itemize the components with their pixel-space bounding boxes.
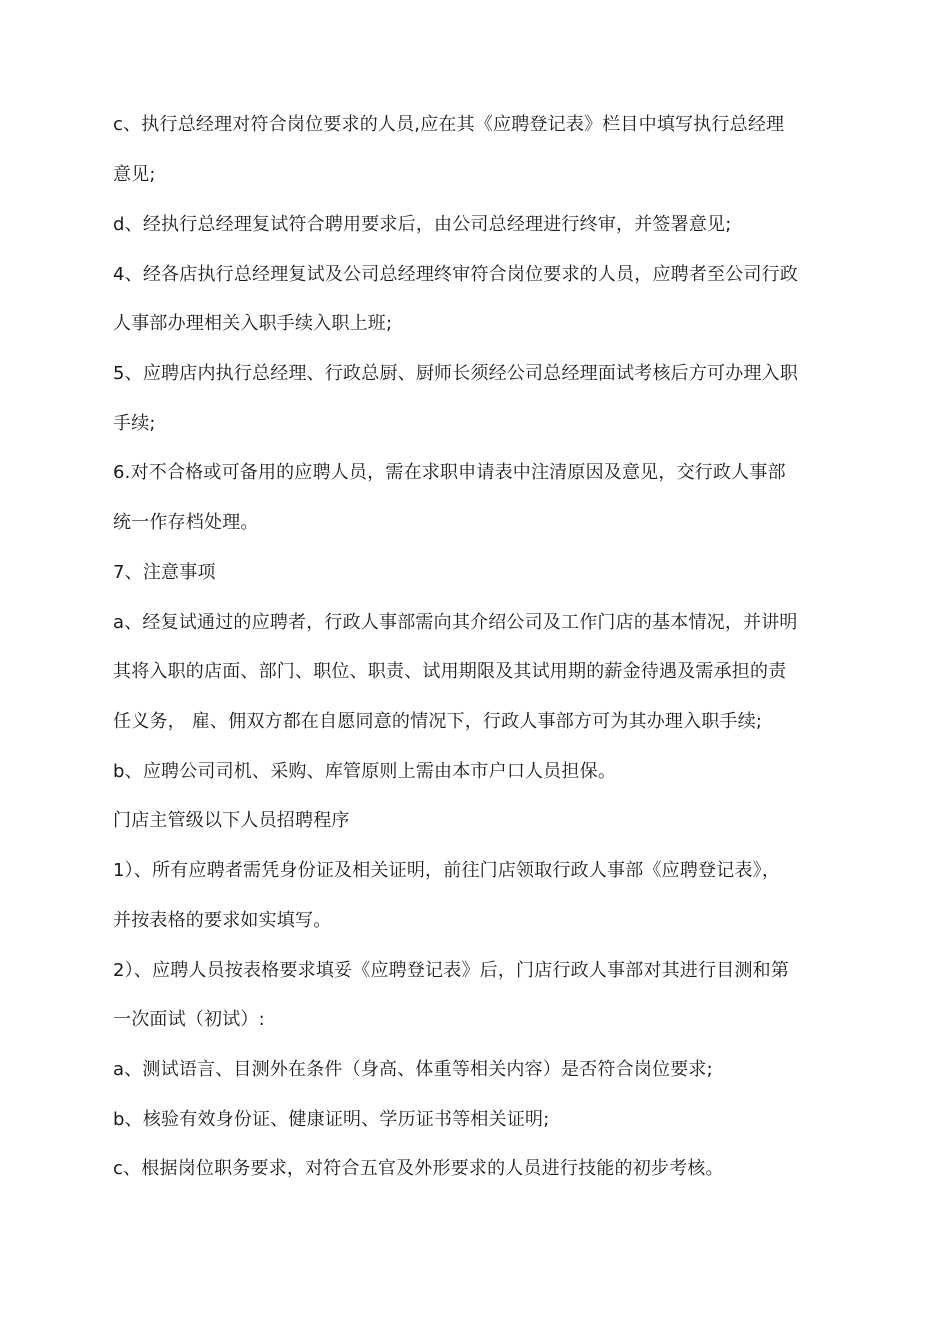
section-heading: 7、注意事项 — [113, 562, 216, 583]
text-line: 任义务， 雇、佣双方都在自愿同意的情况下，行政人事部方可为其办理入职手续; — [113, 711, 763, 732]
text-line: b、核验有效身份证、健康证明、学历证书等相关证明; — [113, 1109, 550, 1130]
text-line: d、经执行总经理复试符合聘用要求后，由公司总经理进行终审，并签署意见; — [113, 214, 732, 235]
text-line: 其将入职的店面、部门、职位、职责、试用期限及其试用期的薪金待遇及需承担的责 — [113, 661, 787, 682]
text-line: 手续; — [113, 413, 156, 434]
text-line: 1）、所有应聘者需凭身份证及相关证明，前往门店领取行政人事部《应聘登记表》， — [113, 860, 781, 881]
text-line: 意见; — [113, 164, 156, 185]
text-line: 6.对不合格或可备用的应聘人员，需在求职申请表中注清原因及意见，交行政人事部 — [113, 462, 786, 483]
text-line: c、执行总经理对符合岗位要求的人员,应在其《应聘登记表》栏目中填写执行总经理 — [113, 114, 785, 135]
text-line: 统一作存档处理。 — [113, 512, 259, 533]
text-line: 2）、应聘人员按表格要求填妥《应聘登记表》后，门店行政人事部对其进行目测和第 — [113, 960, 790, 981]
text-line: a、测试语言、目测外在条件（身高、体重等相关内容）是否符合岗位要求; — [113, 1059, 713, 1080]
section-heading: 门店主管级以下人员招聘程序 — [113, 810, 350, 831]
text-line: 并按表格的要求如实填写。 — [113, 910, 332, 931]
text-line: 一次面试（初试）: — [113, 1009, 265, 1030]
text-line: a、经复试通过的应聘者，行政人事部需向其介绍公司及工作门店的基本情况，并讲明 — [113, 612, 798, 633]
text-line: c、根据岗位职务要求，对符合五官及外形要求的人员进行技能的初步考核。 — [113, 1158, 724, 1179]
text-line: 人事部办理相关入职手续入职上班; — [113, 313, 393, 334]
text-line: b、应聘公司司机、采购、库管原则上需由本市户口人员担保。 — [113, 761, 617, 782]
text-line: 4、经各店执行总经理复试及公司总经理终审符合岗位要求的人员，应聘者至公司行政 — [113, 264, 799, 285]
text-line: 5、应聘店内执行总经理、行政总厨、厨师长须经公司总经理面试考核后方可办理入职 — [113, 363, 799, 384]
